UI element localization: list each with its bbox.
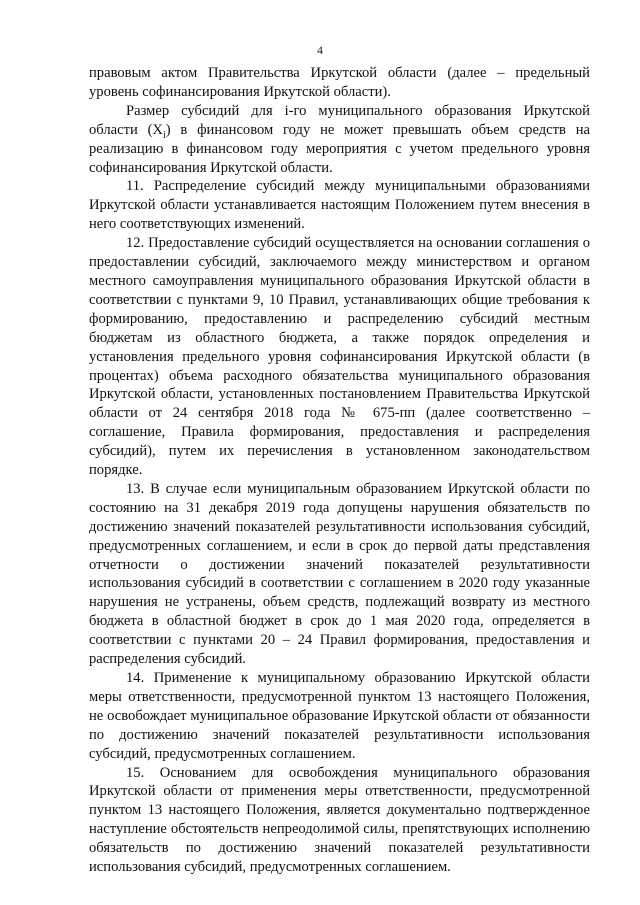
paragraph-14: 14. Применение к муниципальному образованию Иркутской области меры ответственности, предусмотренной пунктом 13 настоящего Положения, не освобождает муниципальное образование Иркутской области от обязанности по достижению значений показателей результативности использования субсидий, предусмотренных соглашением. <box>89 670 590 762</box>
paragraph-12: 12. Предоставление субсидий осуществляется на основании соглашения о предоставлении субсидий, заключаемого между министерством и органом местного самоуправления муниципального образования Иркутской области в соответствии с пунктами 9, 10 Правил, устанавливающих общие требования к формированию, предоставлению и распределению субсидий местным бюджетам из областного бюджета, а также порядок определения и установления предельного уровня софинансирования Иркутской области (в процентах) объема расходного обязательства муниципального образования Иркутской области, установленных постановлением Правительства Иркутской области от 24 сентября 2018 года № 675-пп (далее соответственно – соглашение, Правила формирования, предоставления и распределения субсидий), путем их перечисления в установленном законодательством порядке. <box>89 235 590 479</box>
subscript-index: i <box>162 129 166 141</box>
document-body <box>89 64 590 877</box>
page-number: 4 <box>317 43 323 57</box>
paragraph-text-part: Размер субсидий для i-го муниципального образования Иркутской области (X <box>89 102 590 138</box>
paragraph-15: 15. Основанием для освобождения муниципального образования Иркутской области от применения меры ответственности, предусмотренной пунктом 13 настоящего Положения, является документально подтвержденное наступление обстоятельств непреодолимой силы, препятствующих исполнению обязательств по достижению значений показателей результативности использования субсидий, предусмотренных соглашением. <box>89 764 590 876</box>
paragraph-subsidy-size <box>89 102 590 178</box>
paragraph-continuation: правовым актом Правительства Иркутской области (далее – предельный уровень софинансирования Иркутской области). <box>89 65 590 100</box>
paragraph-13: 13. В случае если муниципальным образованием Иркутской области по состоянию на 31 декабря 2019 года допущены нарушения обязательств по достижению значений показателей результативности использования субсидий, предусмотренных соглашением, и если в срок до первой даты представления отчетности о достижении значений показателей результативности использования субсидий в соответствии с соглашением в 2020 году указанные нарушения не устранены, объем средств, подлежащий возврату из местного бюджета в областной бюджет в срок до 1 мая 2020 года, определяется в соответствии с пунктами 20 – 24 Правил формирования, предоставления и распределения субсидий. <box>89 480 590 668</box>
paragraph-text-part: ) в финансовом году не может превышать объем средств на реализацию в финансовом году мероприятия с учетом предельного уровня софинансирования Иркутской области. <box>89 121 590 176</box>
paragraph-11: 11. Распределение субсидий между муниципальными образованиями Иркутской области устанавливается настоящим Положением путем внесения в него соответствующих изменений. <box>89 178 590 233</box>
